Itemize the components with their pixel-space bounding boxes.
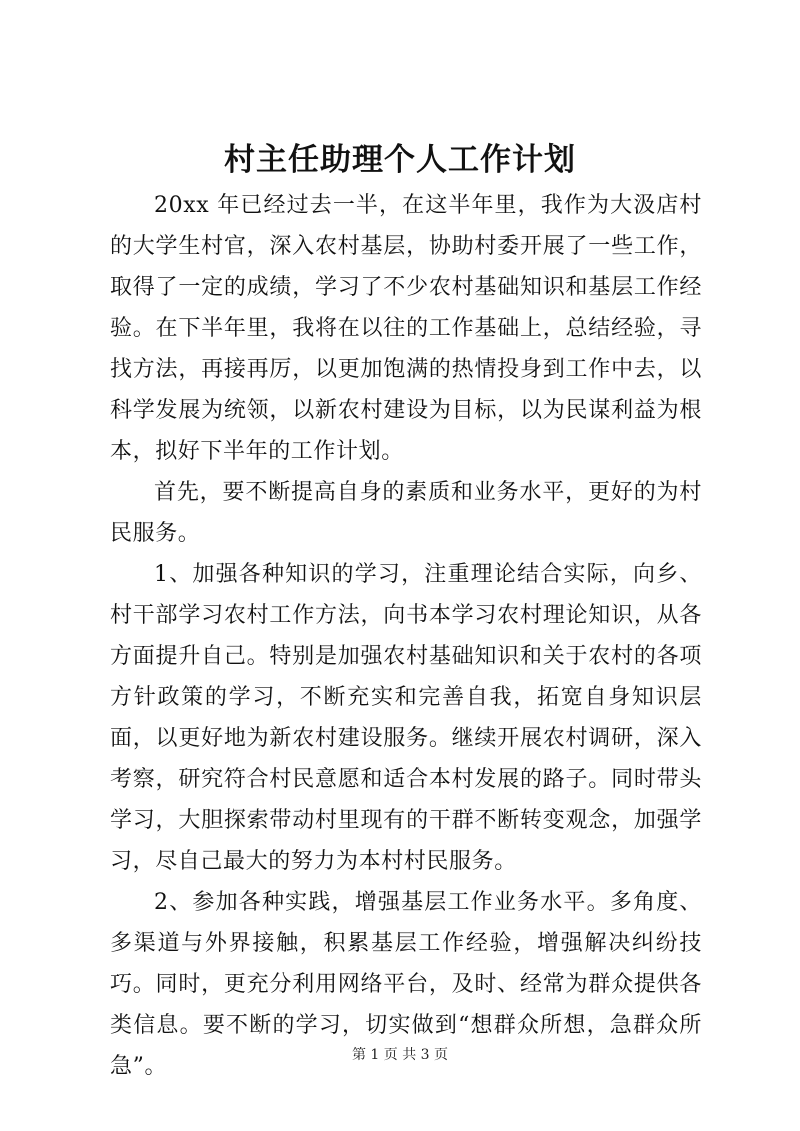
document-body: [110, 185, 702, 1087]
document-title: 村主任助理个人工作计划: [224, 142, 576, 178]
paragraph-intro: 20xx 年已经过去一半，在这半年里，我作为大汲店村的大学生村官，深入农村基层，协助村委开展了一些工作，取得了一定的成绩，学习了不少农村基础知识和基层工作经验。在下半年里，我将在以往的工作基础上，总结经验，寻找方法，再接再厉，以更加饱满的热情投身到工作中去，以科学发展为统领，以新农村建设为目标，以为民谋利益为根本，拟好下半年的工作计划。: [110, 193, 702, 464]
paragraph-first: 首先，要不断提高自身的素质和业务水平，更好的为村民服务。: [110, 480, 702, 546]
paragraph-item-1: 1、加强各种知识的学习，注重理论结合实际，向乡、村干部学习农村工作方法，向书本学习农村理论知识，从各方面提升自己。特别是加强农村基础知识和关于农村的各项方针政策的学习，不断充实和完善自我，拓宽自身知识层面，以更好地为新农村建设服务。继续开展农村调研，深入考察，研究符合村民意愿和适合本村发展的路子。同时带头学习，大胆探索带动村里现有的干群不断转变观念，加强学习，尽自己最大的努力为本村村民服务。: [110, 562, 702, 874]
paragraph-item-2: 2、参加各种实践，增强基层工作业务水平。多角度、多渠道与外界接触，积累基层工作经验，增强解决纠纷技巧。同时，更充分利用网络平台，及时、经常为群众提供各类信息。要不断的学习，切实做到“想群众所想，急群众所急”。: [110, 890, 702, 1079]
page-footer: 第 1 页 共 3 页: [351, 1047, 449, 1063]
